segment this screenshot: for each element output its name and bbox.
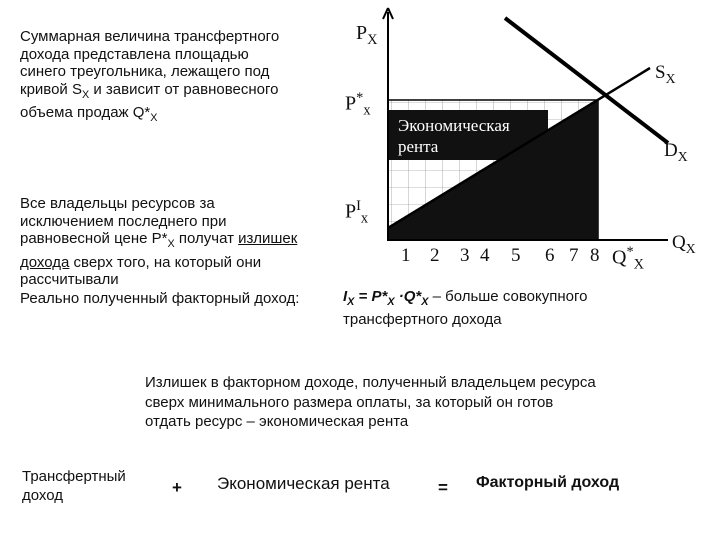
note-line: Все владельцы ресурсов за: [20, 195, 215, 212]
factor-income-tail: трансфертного дохода: [343, 311, 502, 328]
term-line: Трансфертный: [22, 468, 126, 485]
tick-label: 6: [545, 245, 555, 266]
note-line: объема продаж $Q*_X$: [20, 104, 158, 124]
note-line: исключением последнего при: [20, 212, 227, 230]
tick-label: 2: [430, 245, 440, 266]
rent-definition: [145, 373, 596, 432]
note-line: рассчитывали: [20, 271, 119, 288]
tick-label: 4: [480, 245, 490, 266]
definition-line: отдать ресурс – экономическая рента: [145, 413, 409, 430]
definition-line: сверх минимального размера оплаты, за который он готов: [145, 393, 554, 411]
note-line: дохода сверх того, на который они: [20, 253, 262, 271]
q-star-label: $Q^*_X$: [612, 244, 645, 273]
y-axis-label: $P_X$: [356, 22, 378, 48]
demand-label: $D_X$: [664, 140, 688, 164]
term-line: доход: [22, 487, 64, 504]
equals-sign: =: [438, 478, 448, 497]
note-line: дохода представлена площадью: [20, 45, 249, 63]
note-line: равновесной цене $P*_X$ получат излишек: [20, 230, 298, 250]
note-line: кривой $S_X$ и зависит от равновесного: [20, 80, 279, 101]
p-star-label: $P^*_x$: [345, 90, 371, 119]
note-line: Суммарная величина трансфертного: [20, 28, 280, 45]
plus-sign: +: [172, 478, 182, 497]
tick-label: 3: [460, 245, 470, 266]
factor-income-label: Реально полученный факторный доход:: [20, 290, 300, 307]
transfer-income-term: [22, 467, 126, 505]
tick-label: 1: [401, 245, 411, 266]
note-line: синего треугольника, лежащего под: [20, 63, 270, 80]
tick-label: 8: [590, 245, 600, 266]
factor-income-formula: $I_X = P*_X \cdot Q*_X$ – больше совокупного: [343, 288, 588, 308]
x-axis-label: $Q_X$: [672, 232, 696, 256]
rent-label-line2: рента: [398, 137, 439, 156]
supply-label: $S_X$: [655, 62, 676, 86]
economic-rent-term: Экономическая рента: [217, 474, 390, 493]
p-prime-label: $P^I_x$: [345, 198, 369, 227]
rent-label-line1: Экономическая: [398, 116, 510, 135]
definition-line: Излишек в факторном доходе, полученный владельцем ресурса: [145, 374, 596, 391]
tick-label: 5: [511, 245, 521, 266]
factor-income-term: Факторный доход: [476, 474, 620, 491]
tick-label: 7: [569, 245, 579, 266]
